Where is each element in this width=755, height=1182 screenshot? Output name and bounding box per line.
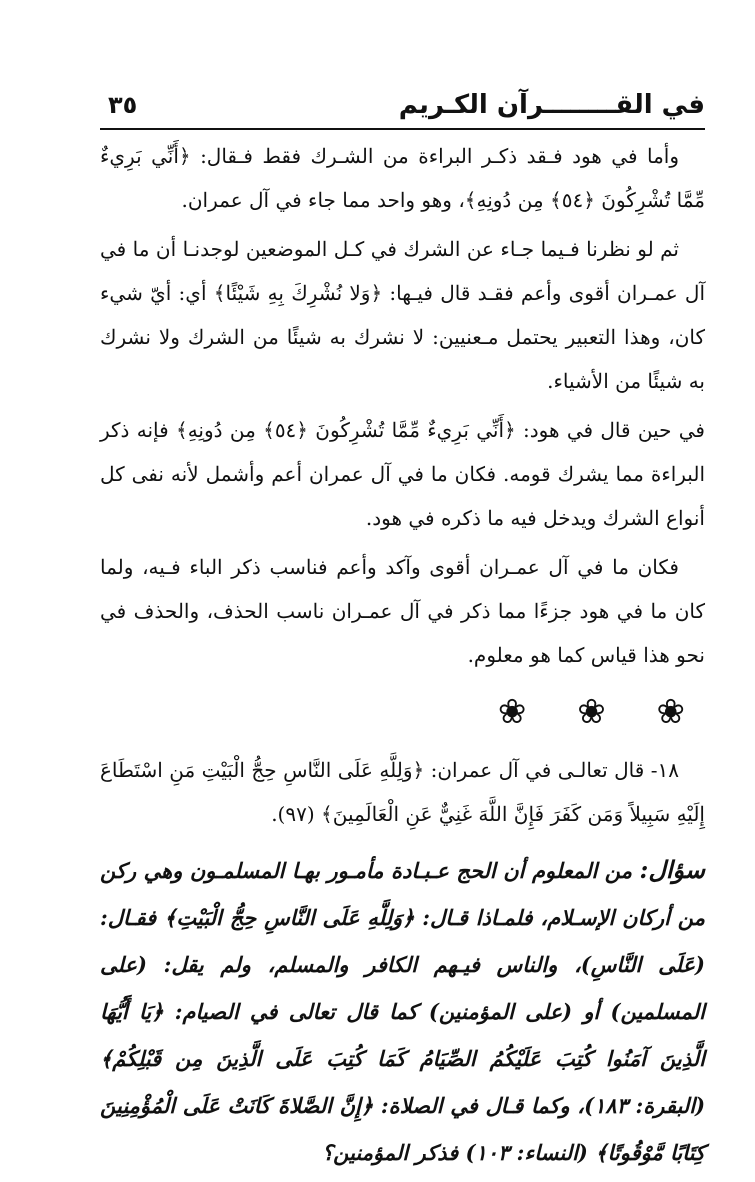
paragraph-conclusion: فكان ما في آل عمـران أقوى وآكد وأعم فناسب ذكر الباء فـيه، ولما كان ما في هود جزءًا مما ذكر في آل عمـران ناسب الحذف، والحذف في نحو هذا قياس كما هو معلوم. (100, 555, 705, 667)
section-divider-ornaments: ❀ ❀ ❀ (497, 692, 705, 732)
page-header (100, 82, 705, 130)
page-number: ٣٥ (108, 91, 138, 119)
paragraph-hud-quote: في حين قال في هود: ﴿أَنِّي بَرِيءٌ مِّمَّا تُشْرِكُونَ ﴿٥٤﴾ مِن دُونِهِ﴾ فإنه ذكر البراءة مما يشرك قومه. فكان ما في آل عمران أعم وأشمل لأنه نفى كل أنواع الشرك ويدخل فيه ما ذكره في هود. (100, 418, 705, 530)
page-body (100, 134, 705, 1176)
question-paragraph (100, 846, 705, 1176)
paragraph-shirk-comparison: ثم لو نظرنا فـيما جـاء عن الشرك في كـل الموضعين لوجدنـا أن ما في آل عمـران أقوى وأعم فقـد قال فيـها: ﴿وَلا نُشْرِكَ بِهِ شَيْئًا﴾ أي: أيّ شيء كان، وهذا التعبير يحتمل مـعنيين: لا نشرك به شيئًا من الشرك ولا نشرك به شيئًا من الأشياء. (100, 237, 705, 393)
item-18-verse: ١٨- قال تعالـى في آل عمران: ﴿وَلِلَّهِ عَلَى النَّاسِ حِجُّ الْبَيْتِ مَنِ اسْتَطَاعَ إِلَيْهِ سَبِيلاً وَمَن كَفَرَ فَإِنَّ اللَّهَ غَنِيٌّ عَنِ الْعَالَمِينَ﴾ (٩٧). (100, 758, 705, 826)
question-label: سؤال: (639, 855, 705, 884)
paragraph-hud-baraa: وأما في هود فـقد ذكـر البراءة من الشـرك فقط فـقال: ﴿أَنِّي بَرِيءٌ مِّمَّا تُشْرِكُونَ ﴿٥٤﴾ مِن دُونِهِ﴾، وهو واحد مما جاء في آل عمران. (100, 144, 705, 212)
question-text: من المعلوم أن الحج عـبـادة مأمـور بهـا المسلمـون وهي ركن من أركان الإسـلام، فلمـاذا قـال: ﴿وَلِلَّهِ عَلَى النَّاسِ حِجُّ الْبَيْتِ﴾ فقـال: (عَلَى النَّاسِ)، والناس فيـهم الكافر والمسلم، ولم يقل: (على المسلمين) أو (على المؤمنين) كما قال تعالى في الصيام: ﴿يَا أَيُّهَا الَّذِينَ آمَنُوا كُتِبَ عَلَيْكُمُ الصِّيَامُ كَمَا كُتِبَ عَلَى الَّذِينَ مِن قَبْلِكُمْ﴾ (البقرة: ١٨٣)، وكما قـال في الصلاة: ﴿إِنَّ الصَّلاةَ كَانَتْ عَلَى الْمُؤْمِنِينَ كِتَابًا مَّوْقُوتًا﴾ (النساء: ١٠٣) فذكر المؤمنين؟ (100, 858, 706, 1165)
running-title: في القــــــــرآن الكـريم (398, 90, 705, 120)
